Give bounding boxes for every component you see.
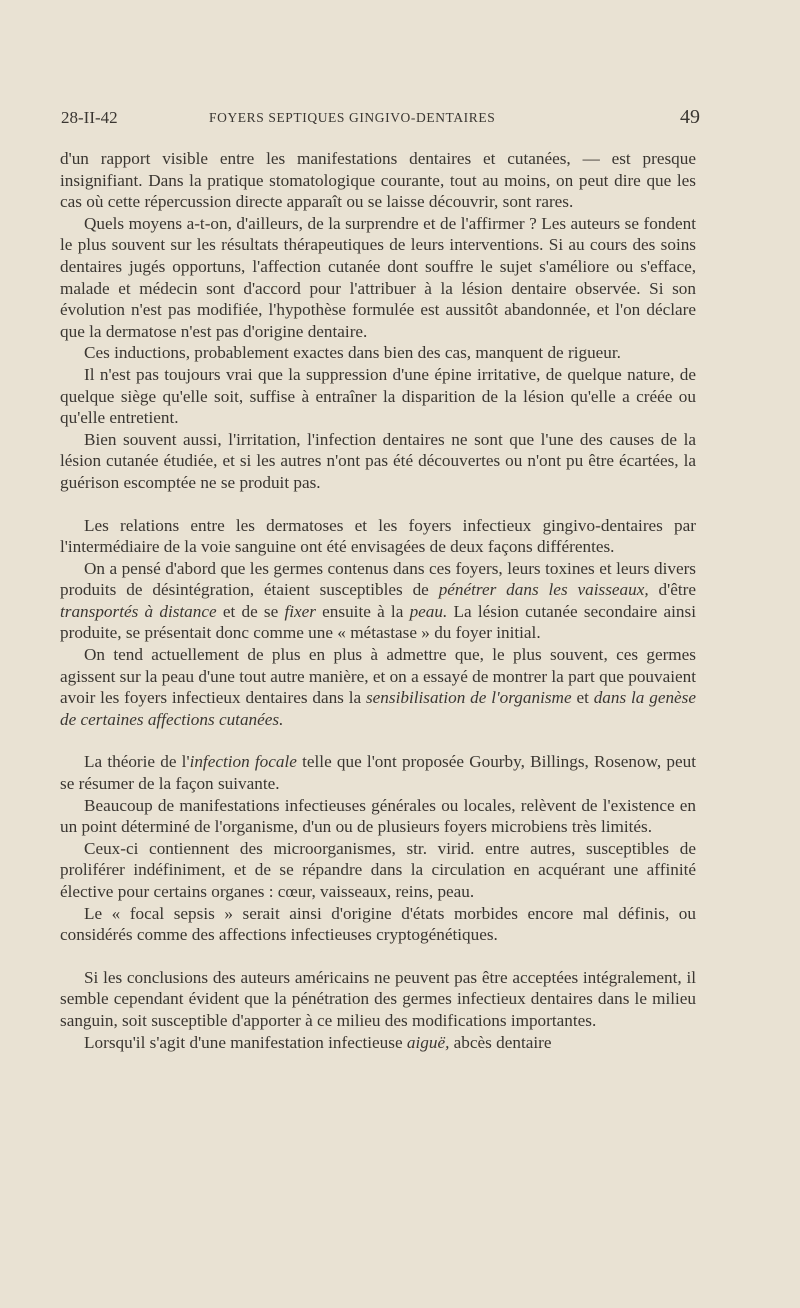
text-run: Si les conclusions des auteurs américains ne peuvent pas être acceptées intégralement, il semble cependant évident que la pénétration des germes infectieux dentaires dans le milieu sanguin, soit susceptible d'apporter à ce milieu des modifications importantes. bbox=[60, 967, 696, 1030]
text-section bbox=[60, 148, 696, 494]
header-date: 28-II-42 bbox=[61, 108, 118, 127]
text-run: abcès dentaire bbox=[449, 1032, 552, 1052]
italic-run: pénétrer dans les vaisseaux, bbox=[438, 580, 649, 600]
paragraph bbox=[60, 342, 696, 364]
text-run: Il n'est pas toujours vrai que la suppression d'une épine irritative, de quelque nature, de quelque siège qu'elle soit, suffise à entraîner la disparition de la lésion qu'elle a créée ou qu'elle entretient. bbox=[60, 364, 696, 428]
text-run: et bbox=[571, 688, 594, 708]
italic-run: peau. bbox=[409, 601, 448, 621]
text-run: d'être bbox=[648, 580, 696, 600]
paragraph bbox=[60, 1032, 696, 1054]
text-section bbox=[60, 515, 696, 731]
text-run: On a pensé d'abord que les germes contenus dans ces foyers, leurs toxines et leurs divers produits de désintégration, étaient susceptibles de bbox=[60, 558, 696, 600]
body-text bbox=[60, 148, 696, 1053]
text-run: Quels moyens a-t-on, d'ailleurs, de la surprendre et de l'affirmer ? Les auteurs se fondent le plus souvent sur les résultats thérapeutiques de leurs interventions. Si au cours des soins dentaires jugés opportuns, l'affection cutanée dont souffre le sujet s'améliore ou s'efface, malade et médecin sont d'accord pour l'attribuer à la lésion dentaire observée. Si son évolution n'est pas modifiée, l'hypothèse formulée est aussitôt abandonnée, et l'on déclare que la dermatose n'est pas d'origine dentaire. bbox=[60, 213, 696, 341]
text-run: Lorsqu'il s'agit d'une manifestation infectieuse bbox=[84, 1032, 407, 1052]
paragraph bbox=[60, 838, 696, 903]
text-run: Beaucoup de manifestations infectieuses générales ou locales, relèvent de l'existence en un point déterminé de l'organisme, d'un ou de plusieurs foyers microbiens très limités. bbox=[60, 795, 696, 837]
paragraph bbox=[60, 213, 696, 343]
paragraph bbox=[60, 751, 696, 794]
paragraph bbox=[60, 558, 696, 644]
text-run: Bien souvent aussi, l'irritation, l'infection dentaires ne sont que l'une des causes de la lésion cutanée étudiée, et si les autres n'ont pas été découvertes ou n'ont pu être écartées, la guérison escomptée ne se produit pas. bbox=[60, 429, 696, 492]
text-run: ensuite à la bbox=[315, 601, 410, 621]
text-run: Les relations entre les dermatoses et les foyers infectieux gingivo-dentaires par l'intermédiaire de la voie sanguine ont été envisagées de deux façons différentes. bbox=[60, 515, 696, 557]
text-section bbox=[60, 751, 696, 945]
italic-run: sensibilisation de l'organisme bbox=[365, 688, 572, 708]
paragraph bbox=[60, 644, 696, 730]
italic-run: fixer bbox=[284, 601, 316, 621]
running-head bbox=[61, 104, 700, 134]
paragraph bbox=[60, 364, 696, 429]
italic-run: infection focale bbox=[189, 752, 297, 772]
paragraph bbox=[60, 148, 696, 213]
text-run: On tend actuellement de plus en plus à admettre que, le plus souvent, ces germes agissent sur la peau d'une tout autre manière, et on a essayé de montrer la part que pouvaient avoir les foyers infectieux dentaires dans la bbox=[60, 645, 696, 708]
text-run: Ces inductions, probablement exactes dans bien des cas, manquent de rigueur. bbox=[84, 343, 621, 363]
text-run: Ceux-ci contiennent des microorganismes, str. virid. entre autres, susceptibles de proliférer indéfiniment, et de se répandre dans la circulation en acquérant une affinité élective pour certains organes : cœur, vaisseaux, reins, peau. bbox=[60, 838, 696, 901]
page-number: 49 bbox=[680, 106, 700, 128]
paragraph bbox=[60, 795, 696, 838]
text-run: Le « focal sepsis » serait ainsi d'origine d'états morbides encore mal définis, ou considérés comme des affections infectieuses cryptogénétiques. bbox=[60, 903, 696, 945]
text-section bbox=[60, 967, 696, 1053]
text-run: telle que l'ont proposée Gourby, Billings, Rosenow, peut se résumer de la façon suivante. bbox=[60, 752, 696, 794]
paragraph bbox=[60, 515, 696, 558]
text-run: d'un rapport visible entre les manifestations dentaires et cutanées, — est presque insignifiant. Dans la pratique stomatologique courante, tout au moins, on peut dire que les cas où cette répercussion directe apparaît ou se laisse découvrir, sont rares. bbox=[60, 149, 696, 212]
italic-run: transportés à distance bbox=[60, 601, 217, 621]
text-run: La théorie de l' bbox=[84, 752, 190, 772]
text-run: La lésion cutanée secondaire ainsi produite, se présentait donc comme une « métastase » du foyer initial. bbox=[60, 601, 696, 643]
text-run: et de se bbox=[216, 601, 285, 621]
header-title: FOYERS SEPTIQUES GINGIVO-DENTAIRES bbox=[209, 110, 496, 125]
paragraph bbox=[60, 967, 696, 1032]
paragraph bbox=[60, 903, 696, 946]
italic-run: dans la genèse de certaines affections cutanées. bbox=[60, 688, 697, 729]
italic-run: aiguë, bbox=[406, 1032, 450, 1052]
paragraph bbox=[60, 429, 696, 494]
